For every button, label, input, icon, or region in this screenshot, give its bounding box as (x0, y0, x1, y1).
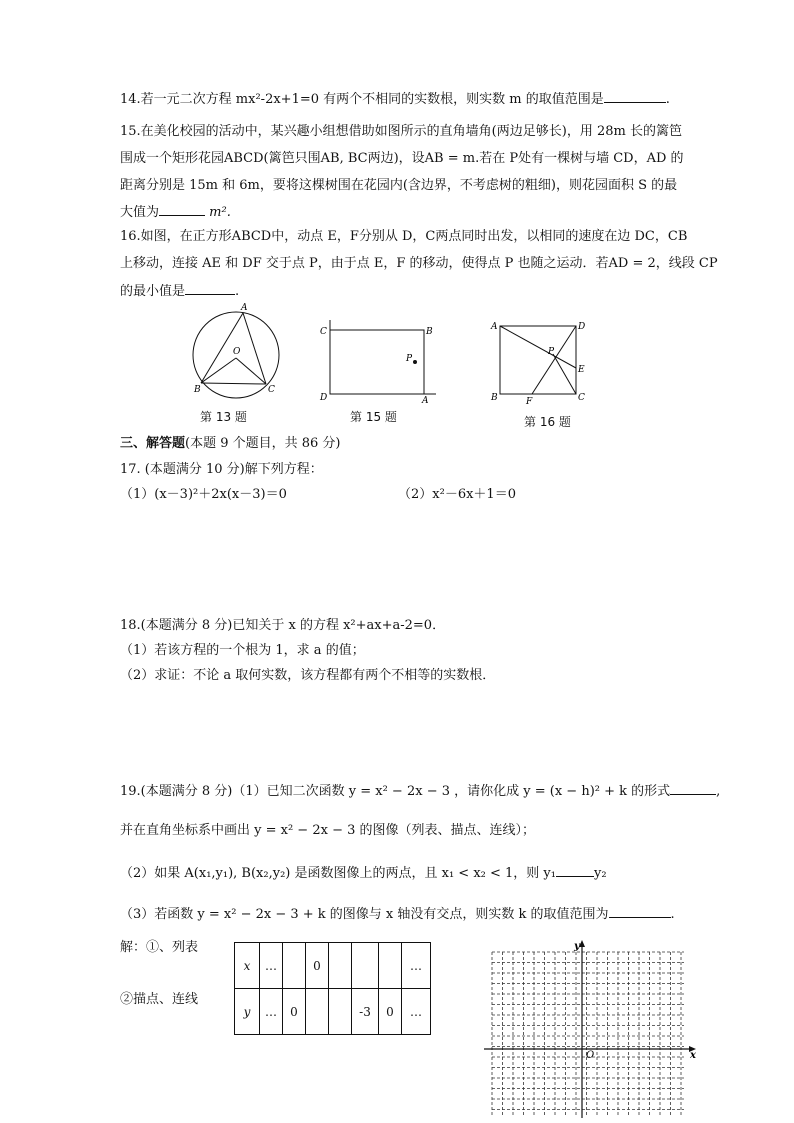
fig15-caption: 第 15 题 (350, 410, 397, 424)
fig16-label-a: A (491, 322, 498, 332)
q15-line3: 距离分别是 15m 和 6m，要将这棵树围在花园内(含边界，不考虑树的粗细)，则花园面积 S 的最 (120, 178, 678, 193)
table-row-y (235, 989, 431, 1035)
q15-unit: m². (209, 205, 231, 220)
fig15-label-b: B (426, 327, 433, 337)
fig13-label-o: O (233, 347, 241, 357)
fig15-tree-point (413, 360, 417, 364)
q17-title: 17. (本题满分 10 分)解下列方程： (120, 462, 323, 477)
table-cell: x (235, 943, 260, 989)
q14-answer-blank[interactable] (604, 90, 666, 103)
fig13-caption: 第 13 题 (200, 410, 247, 424)
fig16-label-e: E (578, 365, 585, 375)
q15-line4-text: 大值为 (120, 205, 160, 220)
fig15-label-c: C (320, 327, 327, 337)
q19-line2: 并在直角坐标系中画出 y = x² − 2x − 3 的图像（列表、描点、连线）； (120, 823, 535, 838)
q19-solution-label: 解：①、列表 (120, 940, 199, 955)
fig13-label-c: C (268, 385, 275, 395)
table-cell[interactable]: … (402, 943, 431, 989)
q19-line3-end: y₂ (593, 866, 607, 881)
fig16-label-c: C (578, 393, 585, 403)
fig13-line-ac (243, 313, 266, 384)
q19-line4 (120, 905, 675, 923)
q16-end: . (235, 284, 240, 299)
fig16-caption: 第 16 题 (524, 415, 571, 429)
fig16-label-p: P (548, 347, 555, 357)
q16-line3 (120, 282, 239, 300)
q16-line2: 上移动，连接 AE 和 DF 交于点 P，由于点 E，F 的移动，使得点 P 也随之运动．若AD = 2，线段 CP (120, 256, 718, 271)
q15-line1: 15.在美化校园的活动中，某兴趣小组想借助如图所示的直角墙角(两边足够长)，用 28m 长的篱笆 (120, 124, 682, 139)
section3-heading (120, 436, 341, 452)
fig15-label-p: P (406, 354, 413, 364)
table-cell[interactable] (329, 943, 352, 989)
table-cell[interactable]: 0 (306, 943, 329, 989)
q19-form-blank[interactable] (670, 782, 716, 795)
fig16-label-d: D (578, 322, 586, 332)
q19-line4-end: . (670, 907, 675, 922)
table-cell[interactable] (352, 943, 379, 989)
table-row-x (235, 943, 431, 989)
q19-compare-blank[interactable] (556, 864, 594, 877)
figure-15 (318, 318, 438, 404)
q14-text: 14.若一元二次方程 mx²-2x+1=0 有两个不相同的实数根，则实数 m 的取值范围是 (120, 92, 604, 107)
table-cell[interactable] (379, 943, 402, 989)
q18-part1: （1）若该方程的一个根为 1，求 a 的值； (120, 643, 365, 658)
table-cell: y (235, 989, 260, 1035)
value-table (234, 942, 431, 1035)
fig13-line-bc (201, 383, 266, 384)
coordinate-grid[interactable] (480, 938, 702, 1120)
q19-line3 (120, 864, 607, 882)
fig15-label-a: A (422, 396, 429, 404)
fig16-label-b: B (491, 393, 498, 403)
table-cell[interactable]: … (260, 943, 283, 989)
fig13-label-a: A (241, 303, 248, 313)
figure-13 (186, 300, 296, 404)
table-cell[interactable]: -3 (352, 989, 379, 1035)
q17-part2: （2）x²－6x＋1＝0 (398, 487, 516, 502)
fig16-label-f: F (526, 397, 533, 407)
y-axis-arrow (579, 940, 585, 947)
q19-step2-label: ②描点、连线 (120, 992, 199, 1007)
table-cell[interactable] (329, 989, 352, 1035)
q14-end: . (665, 92, 670, 107)
table-cell[interactable] (306, 989, 329, 1035)
q18-part2: （2）求证：不论 a 取何实数，该方程都有两个不相等的实数根． (120, 668, 496, 683)
table-cell[interactable] (283, 943, 306, 989)
q19-line1-end: , (716, 784, 721, 799)
table-cell[interactable]: … (260, 989, 283, 1035)
y-axis-label: y (574, 941, 580, 952)
fig16-line-pc (553, 354, 576, 394)
q19-line1-text: 19.(本题满分 8 分)（1）已知二次函数 y = x² − 2x − 3 ，请你化成 y = (x − h)² + k 的形式 (120, 784, 671, 799)
fig13-line-ob (201, 358, 236, 383)
q16-answer-blank[interactable] (185, 282, 235, 295)
q19-k-range-blank[interactable] (609, 905, 671, 918)
grid-lines (492, 952, 684, 1116)
q18-title: 18.(本题满分 8 分)已知关于 x 的方程 x²+ax+a-2=0． (120, 618, 446, 633)
section3-title: 三、解答题 (120, 436, 186, 451)
q15-line2: 围成一个矩形花园ABCD(篱笆只围AB, BC两边)，设AB = m.若在 P处有一棵树与墙 CD，AD 的 (120, 151, 684, 166)
q14-line (120, 90, 670, 108)
q15-answer-blank[interactable] (159, 203, 205, 216)
fig16-line-df (532, 326, 576, 394)
q16-line1: 16.如图，在正方形ABCD中，动点 E，F分别从 D，C两点同时出发，以相同的速度在边 DC，CB (120, 229, 688, 244)
table-cell[interactable]: 0 (283, 989, 306, 1035)
q16-line3-text: 的最小值是 (120, 284, 186, 299)
section3-rest: (本题 9 个题目，共 86 分) (185, 436, 341, 451)
table-cell[interactable]: … (402, 989, 431, 1035)
fig16-line-ae (500, 326, 576, 368)
fig15-label-d: D (320, 393, 328, 403)
q17-part1: （1）(x－3)²＋2x(x－3)＝0 (120, 487, 287, 502)
table-cell[interactable]: 0 (379, 989, 402, 1035)
x-axis-label: x (690, 1050, 696, 1061)
fig16-square (500, 326, 576, 394)
q19-line1 (120, 782, 720, 800)
origin-label: O (586, 1050, 595, 1061)
q19-line4-text: （3）若函数 y = x² − 2x − 3 + k 的图像与 x 轴没有交点，则实数 k 的取值范围为 (120, 907, 609, 922)
fig13-label-b: B (194, 385, 201, 395)
q15-line4 (120, 203, 231, 221)
figure-16 (488, 318, 592, 408)
q19-line3-text: （2）如果 A(x₁,y₁), B(x₂,y₂) 是函数图像上的两点，且 x₁ < x₂ < 1，则 y₁ (120, 866, 556, 881)
